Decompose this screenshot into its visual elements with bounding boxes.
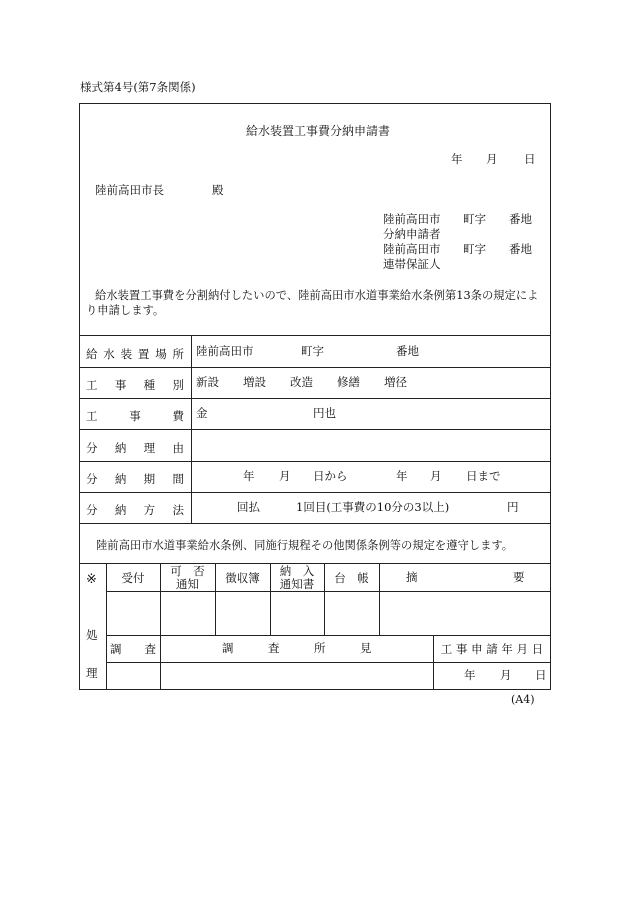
- header-tekiyo-2: 要: [513, 570, 525, 584]
- header-nonyu-1: 納 入: [279, 564, 315, 578]
- office-use-mark: ※: [86, 572, 97, 587]
- sinsei-month: 月: [500, 668, 512, 682]
- rule: [79, 367, 551, 368]
- header-kahi-2: 通知: [176, 577, 199, 591]
- rule: [79, 398, 551, 399]
- header-tekiyo-1: 摘: [406, 570, 418, 584]
- rule: [106, 591, 551, 592]
- rule: [79, 429, 551, 430]
- header-chosa: 調 査: [110, 642, 156, 656]
- header-nonyu-2: 通知書: [279, 577, 315, 591]
- applicant-town: 町字: [463, 212, 486, 226]
- location-town: 町字: [301, 344, 324, 358]
- statement-line-1: 給水装置工事費を分割納付したいので、陸前高田市水道事業給水条例第13条の規定によ: [95, 289, 539, 302]
- applicant-city: 陸前高田市: [383, 212, 441, 226]
- rule: [79, 461, 551, 462]
- label-cost: 工 事 費: [86, 409, 184, 423]
- label-reason: 分 納 理 由: [86, 441, 184, 455]
- method-yen: 円: [507, 500, 519, 514]
- cost-suffix: 円也: [313, 406, 336, 420]
- date-day: 日: [524, 152, 536, 166]
- rule: [79, 335, 551, 336]
- header-uketsuke: 受付: [121, 571, 145, 585]
- chosa-shoken-2: 査: [268, 641, 280, 655]
- location-lot: 番地: [396, 344, 419, 358]
- compliance-statement: 陸前高田市水道事業給水条例、同施行規程その他関係条例等の規定を遵守します。: [96, 539, 514, 552]
- sinsei-day: 日: [535, 668, 547, 682]
- sinsei-year: 年: [464, 668, 476, 682]
- guarantor-city: 陸前高田市: [383, 242, 441, 256]
- applicant-role: 分納申請者: [383, 227, 441, 241]
- header-sinsei-date: 工 事 申 請 年 月 日: [440, 642, 544, 656]
- label-location: 給 水 装 置 場 所: [86, 347, 184, 361]
- work-type-option-add: 増設: [243, 375, 266, 389]
- header-kahi-1: 可 否: [170, 564, 205, 578]
- work-type-option-repair: 修繕: [337, 375, 360, 389]
- work-type-option-new: 新設: [196, 375, 219, 389]
- rule: [191, 335, 192, 523]
- work-type-option-upsize: 増径: [384, 375, 407, 389]
- guarantor-role: 連帯保証人: [383, 257, 441, 271]
- header-daicho: 台 帳: [334, 571, 369, 585]
- period-end-day: 日まで: [466, 469, 501, 483]
- method-first-payment: 1回目(工事費の10分の3以上): [296, 500, 450, 514]
- date-year: 年: [451, 152, 463, 166]
- period-end-year: 年: [396, 469, 408, 483]
- header-choshubo: 徴収簿: [225, 571, 260, 585]
- paper-size: (A4): [511, 693, 535, 706]
- chosa-shoken-4: 見: [360, 641, 372, 655]
- method-installments: 回払: [237, 500, 260, 514]
- office-shori-2: 理: [86, 666, 98, 680]
- label-period: 分 納 期 間: [86, 472, 184, 486]
- period-start-day: 日から: [313, 469, 348, 483]
- location-city: 陸前高田市: [196, 344, 254, 358]
- period-end-month: 月: [430, 469, 442, 483]
- guarantor-lot: 番地: [509, 242, 532, 256]
- rule: [106, 662, 551, 663]
- period-start-month: 月: [279, 469, 291, 483]
- office-shori-1: 処: [86, 628, 98, 642]
- guarantor-town: 町字: [463, 242, 486, 256]
- applicant-lot: 番地: [509, 212, 532, 226]
- date-month: 月: [486, 152, 498, 166]
- chosa-shoken-1: 調: [222, 641, 234, 655]
- form-number: 様式第4号(第7条関係): [80, 80, 196, 94]
- work-type-option-modify: 改造: [290, 375, 313, 389]
- chosa-shoken-3: 所: [314, 641, 326, 655]
- label-work-type: 工 事 種 別: [86, 378, 184, 392]
- label-method: 分 納 方 法: [86, 503, 184, 517]
- addressee-name: 陸前高田市長: [95, 183, 164, 197]
- addressee-honorific: 殿: [212, 183, 224, 197]
- form-title: 給水装置工事費分納申請書: [246, 124, 391, 138]
- cost-prefix: 金: [196, 406, 208, 420]
- rule: [79, 492, 551, 493]
- rule: [379, 563, 380, 635]
- statement-line-2: り申請します。: [86, 304, 165, 317]
- rule: [79, 563, 551, 564]
- period-start-year: 年: [243, 469, 255, 483]
- rule: [106, 635, 551, 636]
- rule: [79, 523, 551, 524]
